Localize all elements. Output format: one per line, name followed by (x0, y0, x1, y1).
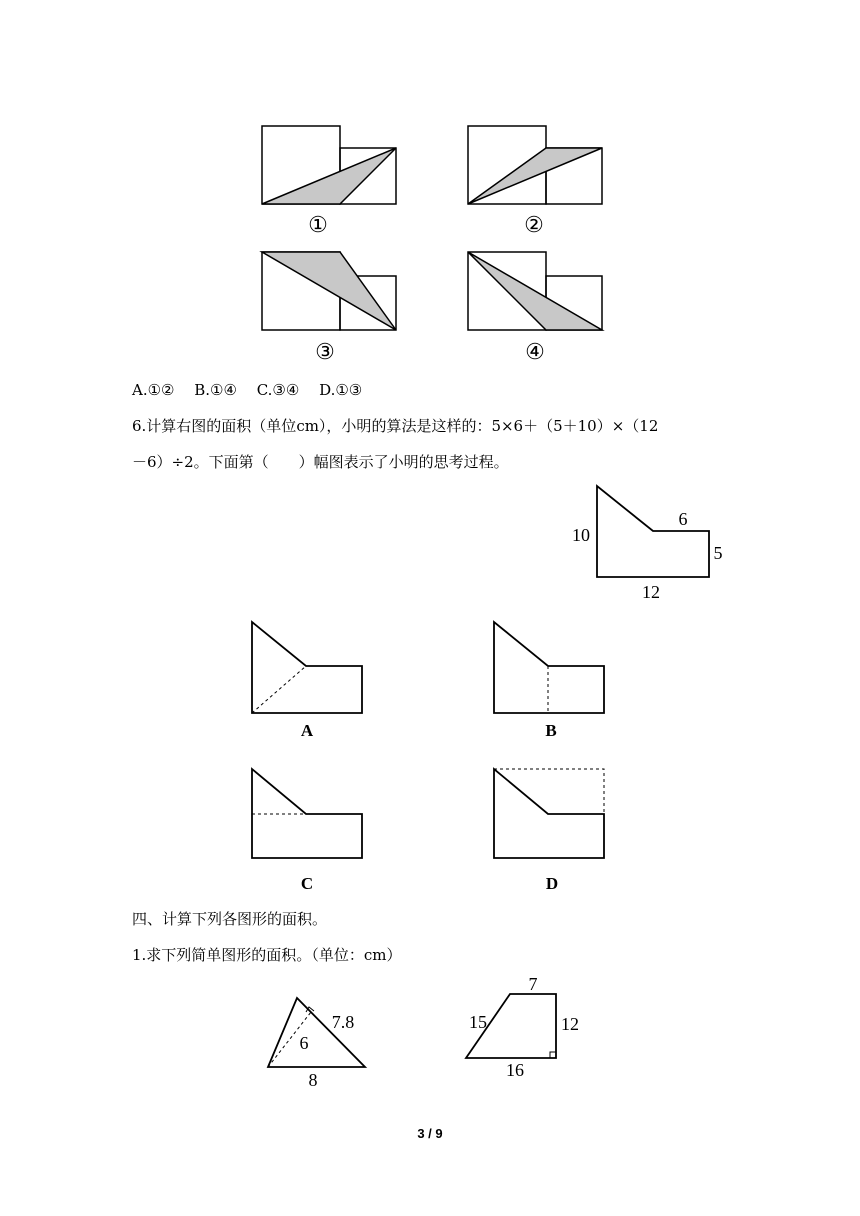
q6-text-line1: 6.计算右图的面积（单位cm），小明的算法是这样的：5×6＋（5＋10）×（12 (132, 417, 659, 435)
trapezoid-top-label: 7 (528, 974, 538, 994)
q6-main-bottom-label: 12 (642, 582, 660, 602)
q5-figures (240, 115, 620, 365)
trapezoid-slant-label: 15 (469, 1012, 487, 1032)
q6-choice-b-label: B (545, 721, 557, 740)
q5-figure-1 (262, 126, 396, 204)
q5-figure-2-label: ② (524, 212, 544, 237)
q5-figure-2 (468, 126, 602, 204)
section4-heading: 四、计算下列各图形的面积。 (132, 910, 328, 928)
q5-figure-4-label: ④ (525, 339, 545, 364)
q5-figure-1-label: ① (308, 212, 328, 237)
q6-choice-d-figure (487, 762, 617, 897)
triangle-side-label: 7.8 (331, 1012, 355, 1032)
q6-main-right-label: 5 (713, 543, 723, 563)
triangle-figure (260, 990, 380, 1090)
q6-choice-a-figure (245, 615, 375, 745)
q6-text-line2: －6）÷2。下面第（ ）幅图表示了小明的思考过程。 (132, 453, 509, 471)
q6-choice-c-figure (245, 762, 375, 897)
q6-main-top-label: 6 (678, 509, 688, 529)
triangle-base-label: 8 (308, 1070, 318, 1090)
q6-choice-a-label: A (300, 721, 314, 740)
section4-q1: 1.求下列简单图形的面积。（单位：cm） (132, 946, 402, 964)
q6-choice-c-label: C (300, 874, 314, 893)
page-number: 3 / 9 (417, 1126, 443, 1141)
q5-options: A.①② B.①④ C.③④ D.①③ (132, 381, 363, 399)
trapezoid-figure (460, 972, 590, 1082)
q5-figure-3 (262, 252, 396, 330)
triangle-height-label: 6 (299, 1033, 309, 1053)
q5-figure-4 (468, 252, 602, 330)
q5-figure-3-label: ③ (315, 339, 335, 364)
trapezoid-height-label: 12 (561, 1014, 579, 1034)
q6-choice-b-figure (487, 615, 617, 745)
q6-main-left-label: 10 (572, 525, 590, 545)
q6-main-figure (560, 478, 740, 608)
q6-choice-d-label: D (545, 874, 559, 893)
trapezoid-bottom-label: 16 (506, 1060, 524, 1080)
